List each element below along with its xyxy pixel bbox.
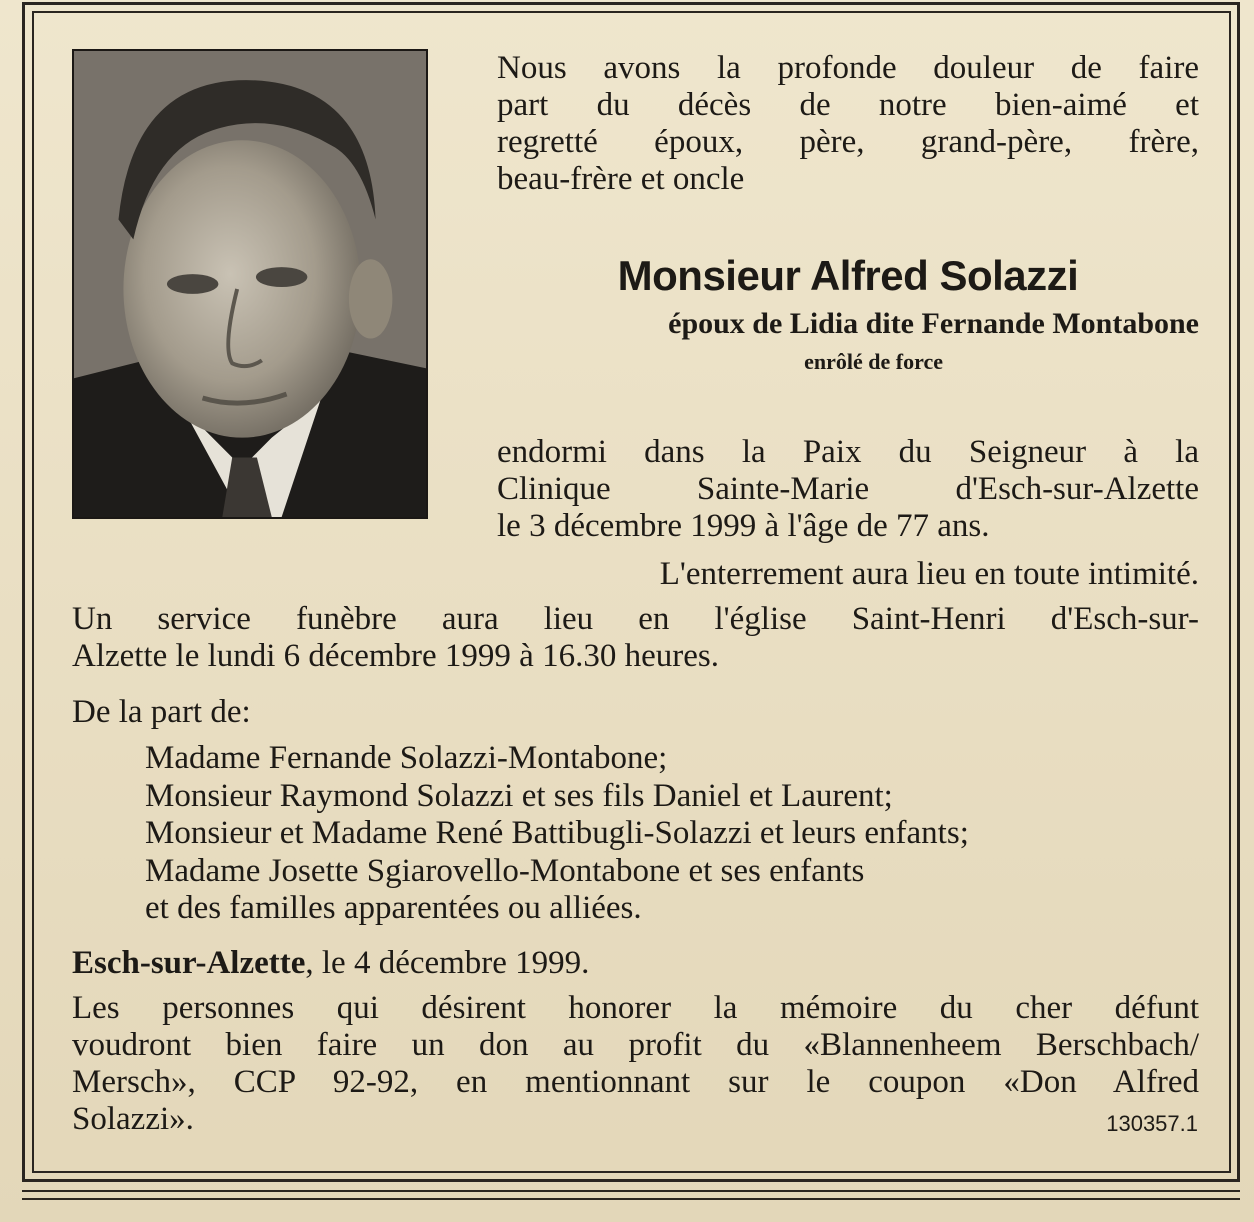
status-line: enrôlé de force (804, 349, 943, 374)
service-paragraph (72, 601, 1199, 675)
reference-number: 130357.1 (1106, 1111, 1198, 1136)
donation-paragraph (72, 990, 1199, 1138)
service-line: Un service funèbre aura lieu en l'église Saint-Henri d'Esch-sur- (72, 601, 1199, 637)
intro-line: part du décès de notre bien-aimé et (497, 87, 1199, 123)
family-line: et des familles apparentées ou alliées. (145, 890, 642, 926)
deceased-name: Monsieur Alfred Solazzi (617, 252, 1079, 299)
from-label: De la part de: (72, 694, 251, 730)
family-line: Madame Josette Sgiarovello-Montabone et ses enfants (145, 852, 865, 889)
spouse-line: époux de Lidia dite Fernande Montabone (668, 307, 1199, 340)
death-notice-line: Clinique Sainte-Marie d'Esch-sur-Alzette (497, 471, 1199, 507)
place-name: Esch-sur-Alzette (72, 945, 306, 981)
family-line: Monsieur et Madame René Battibugli-Solazzi et leurs enfants; (145, 815, 969, 851)
death-notice-line: le 3 décembre 1999 à l'âge de 77 ans. (497, 508, 990, 544)
family-line: Madame Fernande Solazzi-Montabone; (145, 740, 668, 776)
place-date-line (72, 945, 589, 982)
intro-line: beau-frère et oncle (497, 161, 745, 197)
burial-line: L'enterrement aura lieu en toute intimité. (659, 556, 1199, 592)
donation-line: voudront bien faire un don au profit du «Blannenheem Berschbach/ (72, 1027, 1199, 1063)
intro-line: Nous avons la profonde douleur de faire (497, 50, 1199, 86)
family-list (145, 740, 969, 928)
intro-line: regretté époux, père, grand-père, frère, (497, 124, 1199, 160)
donation-line: Mersch», CCP 92-92, en mentionnant sur le coupon «Don Alfred (72, 1064, 1199, 1100)
family-line: Monsieur Raymond Solazzi et ses fils Daniel et Laurent; (145, 777, 893, 814)
date-text: , le 4 décembre 1999. (305, 945, 590, 981)
death-notice-paragraph (497, 434, 1199, 545)
donation-line: Les personnes qui désirent honorer la mémoire du cher défunt (72, 990, 1199, 1026)
death-notice-line: endormi dans la Paix du Seigneur à la (497, 434, 1199, 470)
portrait-photo (72, 49, 428, 519)
donation-line: Solazzi». (72, 1101, 194, 1137)
service-line: Alzette le lundi 6 décembre 1999 à 16.30 heures. (72, 638, 719, 674)
bottom-rule (22, 1190, 1240, 1200)
intro-paragraph (497, 50, 1199, 198)
